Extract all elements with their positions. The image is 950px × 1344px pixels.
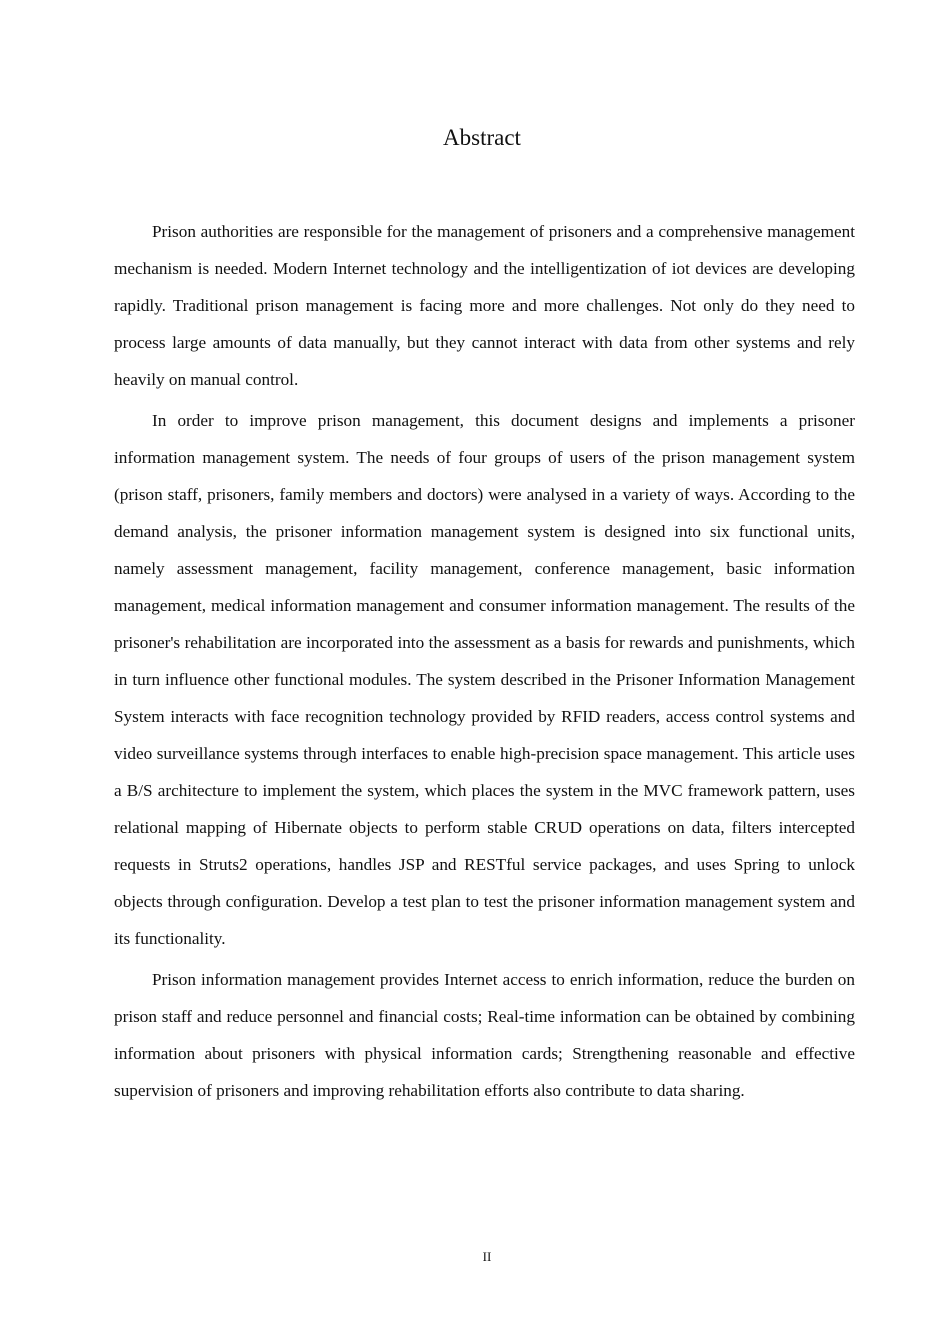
- page-number: II: [482, 1249, 492, 1264]
- abstract-paragraph-2: In order to improve prison management, this document designs and implements a prisoner information management system. The needs of four groups of users of the prison management system (prison staff, prisoners, family members and doctors) were analysed in a variety of ways. According to the demand analysis, the prisoner information management system is designed into six functional units, namely assessment management, facility management, conference management, basic information management, medical information management and consumer information management. The results of the prisoner's rehabilitation are incorporated into the assessment as a basis for rewards and punishments, which in turn influence other functional modules. The system described in the Prisoner Information Management System interacts with face recognition technology provided by RFID readers, access control systems and video surveillance systems through interfaces to enable high-precision space management. This article uses a B/S architecture to implement the system, which places the system in the MVC framework pattern, uses relational mapping of Hibernate objects to perform stable CRUD operations on data, filters intercepted requests in Struts2 operations, handles JSP and RESTful service packages, and uses Spring to unlock objects through configuration. Develop a test plan to test the prisoner information management system and its functionality.: [114, 411, 855, 948]
- abstract-body: [114, 213, 855, 1113]
- abstract-paragraph-3: Prison information management provides Internet access to enrich information, reduce the burden on prison staff and reduce personnel and financial costs; Real-time information can be obtained by combining information about prisoners with physical information cards; Strengthening reasonable and effective supervision of prisoners and improving rehabilitation efforts also contribute to data sharing.: [114, 970, 855, 1100]
- abstract-title: Abstract: [443, 125, 521, 150]
- abstract-paragraph-1: Prison authorities are responsible for the management of prisoners and a comprehensive management mechanism is needed. Modern Internet technology and the intelligentization of iot devices are developing rapidly. Traditional prison management is facing more and more challenges. Not only do they need to process large amounts of data manually, but they cannot interact with data from other systems and rely heavily on manual control.: [114, 222, 855, 389]
